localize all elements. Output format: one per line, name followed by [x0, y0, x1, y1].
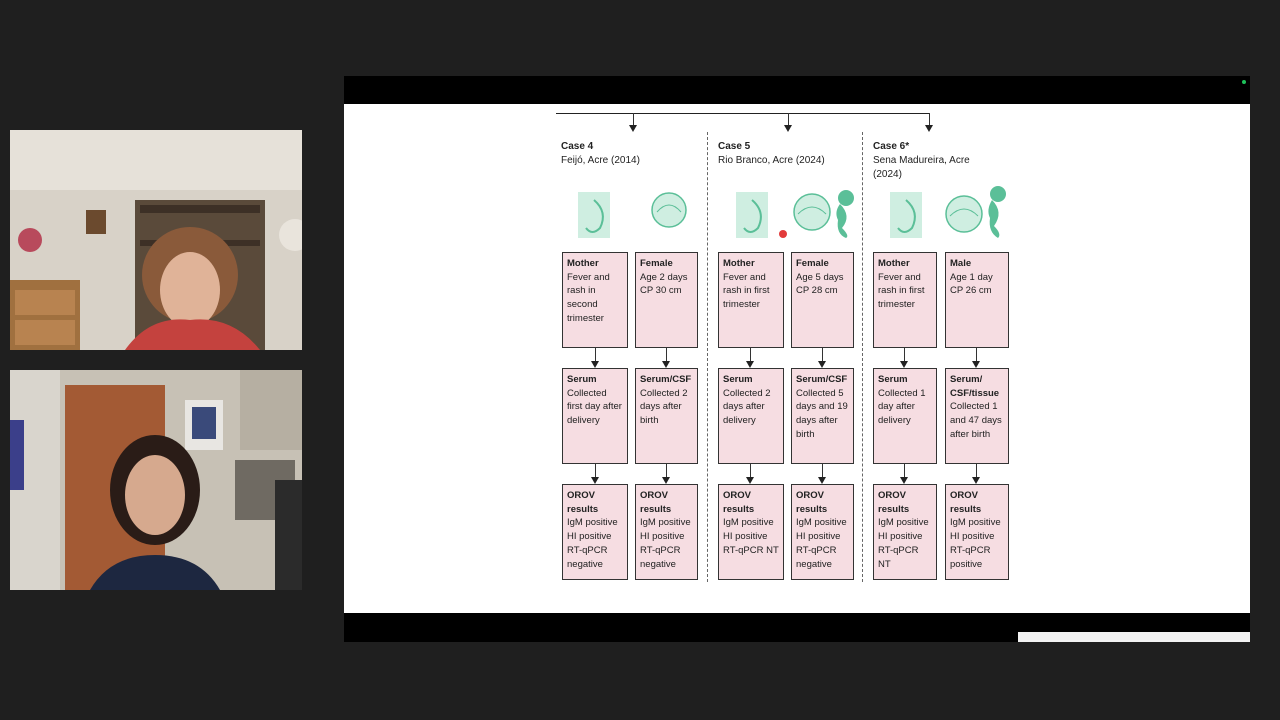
box-text: Fever and rash in first trimester [723, 271, 770, 311]
newborn-head-icon [649, 190, 689, 230]
box-text: Age 2 days CP 30 cm [640, 271, 688, 297]
case-4-baby-result-box [635, 484, 698, 580]
case-6-baby-sample-box [945, 368, 1009, 464]
connector [976, 348, 977, 362]
case-location: Feijó, Acre (2014) [561, 155, 640, 166]
case-location: Rio Branco, Acre (2024) [718, 155, 825, 166]
connector [929, 113, 930, 125]
arrow-icon [818, 477, 826, 484]
box-text: Fever and rash in first trimester [878, 271, 925, 311]
case-4-header [561, 140, 701, 168]
box-title: Serum [567, 374, 597, 385]
connector [666, 464, 667, 478]
connector [750, 348, 751, 362]
box-title: Serum/ CSF/tissue [950, 374, 1000, 399]
box-title: Mother [723, 258, 755, 269]
case-5-baby-box [791, 252, 854, 348]
box-text: IgM positive HI positive RT-qPCR negative [796, 517, 847, 570]
case-5-mother-sample-box [718, 368, 784, 464]
case-4-mother-sample-box [562, 368, 628, 464]
connector [633, 113, 634, 125]
box-title: Mother [878, 258, 910, 269]
pregnant-mother-icon [888, 190, 924, 240]
box-title: Mother [567, 258, 599, 269]
box-title: OROV results [796, 490, 828, 515]
case-6-mother-result-box [873, 484, 937, 580]
slide [344, 104, 1250, 613]
screen-share[interactable] [344, 76, 1250, 642]
participant-video-2[interactable] [10, 370, 302, 590]
case-5-mother-box [718, 252, 784, 348]
cursor-pointer-icon [778, 229, 788, 239]
pregnant-mother-icon [734, 190, 770, 240]
case-location: Sena Madureira, Acre (2024) [873, 155, 970, 180]
box-title: Female [640, 258, 673, 269]
arrow-icon [818, 361, 826, 368]
connector [595, 348, 596, 362]
box-text: Age 1 day CP 26 cm [950, 271, 993, 297]
box-text: Collected 2 days after delivery [723, 387, 771, 427]
box-text: IgM positive HI positive RT-qPCR negative [640, 517, 691, 570]
box-title: OROV results [640, 490, 672, 515]
connector [822, 348, 823, 362]
box-title: Female [796, 258, 829, 269]
case-5-mother-result-box [718, 484, 784, 580]
box-title: OROV results [950, 490, 982, 515]
box-text: IgM positive HI positive RT-qPCR NT [878, 517, 929, 570]
top-connector-line [556, 113, 930, 114]
participant-video-1[interactable] [10, 130, 302, 350]
connector [976, 464, 977, 478]
box-title: Serum [878, 374, 908, 385]
arrow-icon [629, 125, 637, 132]
arrow-icon [900, 477, 908, 484]
arrow-icon [784, 125, 792, 132]
box-text: IgM positive HI positive RT-qPCR positive [950, 517, 1001, 570]
scroll-bar[interactable] [1018, 632, 1250, 642]
case-6-header [873, 140, 983, 182]
box-text: Collected 1 day after delivery [878, 387, 926, 427]
case-title: Case 6* [873, 141, 910, 152]
arrow-icon [972, 477, 980, 484]
case-4-baby-box [635, 252, 698, 348]
connector [788, 113, 789, 125]
arrow-icon [972, 361, 980, 368]
arrow-icon [662, 477, 670, 484]
connector [904, 464, 905, 478]
recording-indicator-icon [1242, 80, 1246, 84]
case-5-header [718, 140, 858, 168]
case-6-baby-box [945, 252, 1009, 348]
case-5-baby-sample-box [791, 368, 854, 464]
case-4-baby-sample-box [635, 368, 698, 464]
case-separator [707, 132, 708, 582]
box-text: IgM positive HI positive RT-qPCR NT [723, 517, 779, 556]
box-title: Serum/CSF [796, 374, 848, 385]
case-separator [862, 132, 863, 582]
case-title: Case 5 [718, 141, 751, 152]
arrow-icon [662, 361, 670, 368]
box-text: IgM positive HI positive RT-qPCR negative [567, 517, 618, 570]
arrow-icon [900, 361, 908, 368]
case-4-mother-result-box [562, 484, 628, 580]
box-text: Collected 5 days and 19 days after birth [796, 387, 848, 440]
connector [822, 464, 823, 478]
box-text: Age 5 days CP 28 cm [796, 271, 844, 297]
case-6-mother-box [873, 252, 937, 348]
box-title: Serum/CSF [640, 374, 692, 385]
box-title: OROV results [878, 490, 910, 515]
box-text: Collected 1 and 47 days after birth [950, 401, 1002, 440]
box-text: Fever and rash in second trimester [567, 271, 610, 324]
case-5-baby-result-box [791, 484, 854, 580]
case-title: Case 4 [561, 141, 594, 152]
box-title: Male [950, 258, 972, 269]
case-6-baby-result-box [945, 484, 1009, 580]
case-6-mother-sample-box [873, 368, 937, 464]
webcam-scene-1 [10, 130, 302, 350]
newborn-icon [944, 184, 1010, 240]
case-4-mother-box [562, 252, 628, 348]
box-title: OROV results [723, 490, 755, 515]
arrow-icon [746, 477, 754, 484]
newborn-icon [790, 190, 860, 240]
connector [750, 464, 751, 478]
pregnant-mother-icon [576, 190, 612, 240]
box-title: OROV results [567, 490, 599, 515]
connector [595, 464, 596, 478]
webcam-scene-2 [10, 370, 302, 590]
arrow-icon [591, 361, 599, 368]
arrow-icon [591, 477, 599, 484]
connector [666, 348, 667, 362]
arrow-icon [925, 125, 933, 132]
box-title: Serum [723, 374, 753, 385]
box-text: Collected 2 days after birth [640, 387, 688, 427]
box-text: Collected first day after delivery [567, 387, 622, 427]
arrow-icon [746, 361, 754, 368]
connector [904, 348, 905, 362]
